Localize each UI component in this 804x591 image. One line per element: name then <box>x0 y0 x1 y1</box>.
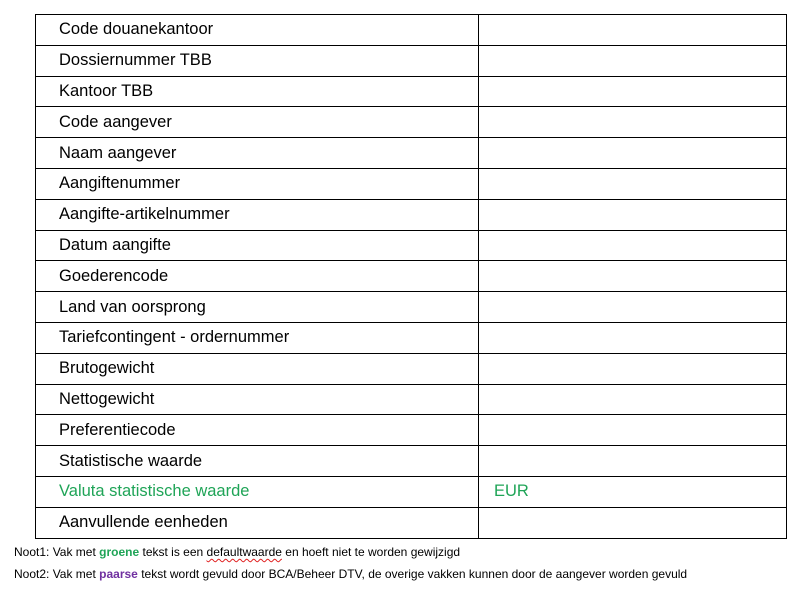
table-row <box>36 507 787 538</box>
field-label-valuta-statistische-waarde: Valuta statistische waarde <box>36 476 479 507</box>
field-label-code-aangever: Code aangever <box>36 107 479 138</box>
field-label-goederencode: Goederencode <box>36 261 479 292</box>
note-2-purple-word: paarse <box>99 566 138 581</box>
field-value-preferentiecode[interactable] <box>479 415 787 446</box>
field-label-aangiftenummer: Aangiftenummer <box>36 168 479 199</box>
field-label-code-douanekantoor: Code douanekantoor <box>36 15 479 46</box>
table-row <box>36 292 787 323</box>
table-row <box>36 353 787 384</box>
field-label-statistische-waarde: Statistische waarde <box>36 446 479 477</box>
note-1-spellcheck-word: defaultwaarde <box>206 545 282 559</box>
field-value-aanvullende-eenheden[interactable] <box>479 507 787 538</box>
declaration-form-table <box>35 14 787 539</box>
note-1-green-word: groene <box>99 545 140 559</box>
field-label-nettogewicht: Nettogewicht <box>36 384 479 415</box>
table-row <box>36 261 787 292</box>
field-value-code-douanekantoor[interactable] <box>479 15 787 46</box>
field-value-goederencode[interactable] <box>479 261 787 292</box>
table-row <box>36 107 787 138</box>
note-1-prefix: Noot1: Vak met <box>14 545 100 559</box>
field-label-tariefcontingent-ordernummer: Tariefcontingent - ordernummer <box>36 322 479 353</box>
field-value-naam-aangever[interactable] <box>479 138 787 169</box>
table-row <box>36 199 787 230</box>
field-value-aangiftenummer[interactable] <box>479 168 787 199</box>
table-row <box>36 45 787 76</box>
table-row <box>36 168 787 199</box>
field-value-nettogewicht[interactable] <box>479 384 787 415</box>
field-value-statistische-waarde[interactable] <box>479 446 787 477</box>
field-label-land-van-oorsprong: Land van oorsprong <box>36 292 479 323</box>
table-row <box>36 384 787 415</box>
field-value-aangifte-artikelnummer[interactable] <box>479 199 787 230</box>
field-value-datum-aangifte[interactable] <box>479 230 787 261</box>
field-label-dossiernummer-tbb: Dossiernummer TBB <box>36 45 479 76</box>
field-value-kantoor-tbb[interactable] <box>479 76 787 107</box>
field-value-valuta-statistische-waarde[interactable]: EUR <box>479 476 787 507</box>
note-2-prefix: Noot2: Vak met <box>14 566 100 581</box>
table-row <box>36 76 787 107</box>
table-row <box>36 230 787 261</box>
table-row <box>36 15 787 46</box>
note-1 <box>14 542 687 564</box>
table-row <box>36 138 787 169</box>
table-row <box>36 322 787 353</box>
field-label-kantoor-tbb: Kantoor TBB <box>36 76 479 107</box>
field-label-preferentiecode: Preferentiecode <box>36 415 479 446</box>
field-value-code-aangever[interactable] <box>479 107 787 138</box>
field-value-land-van-oorsprong[interactable] <box>479 292 787 323</box>
note-2-suffix: tekst wordt gevuld door BCA/Beheer DTV, de overige vakken kunnen door de aangever worden gevuld <box>137 566 688 581</box>
field-value-brutogewicht[interactable] <box>479 353 787 384</box>
note-2 <box>14 564 687 586</box>
field-label-brutogewicht: Brutogewicht <box>36 353 479 384</box>
field-label-aangifte-artikelnummer: Aangifte-artikelnummer <box>36 199 479 230</box>
field-value-tariefcontingent-ordernummer[interactable] <box>479 322 787 353</box>
note-1-middle: tekst is een <box>139 545 207 559</box>
field-label-naam-aangever: Naam aangever <box>36 138 479 169</box>
field-label-aanvullende-eenheden: Aanvullende eenheden <box>36 507 479 538</box>
footnotes <box>14 542 687 585</box>
table-row <box>36 446 787 477</box>
table-row <box>36 415 787 446</box>
table-row-default <box>36 476 787 507</box>
note-1-suffix: en hoeft niet te worden gewijzigd <box>281 545 461 559</box>
field-label-datum-aangifte: Datum aangifte <box>36 230 479 261</box>
field-value-dossiernummer-tbb[interactable] <box>479 45 787 76</box>
